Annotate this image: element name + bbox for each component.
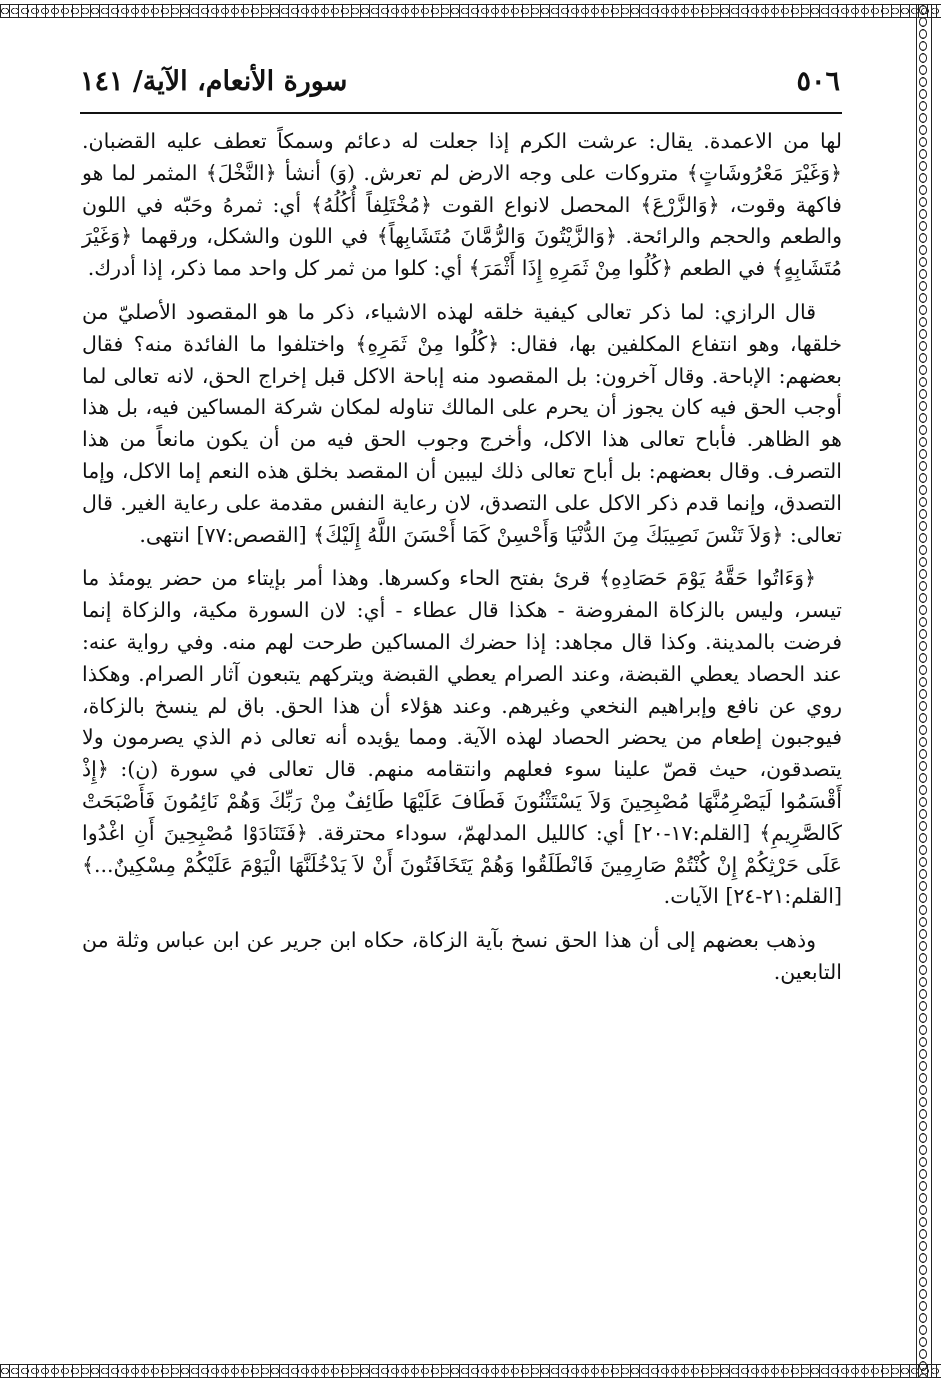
paragraph-3: ﴿وَءَاتُوا حَقَّهُ يَوْمَ حَصَادِهِ﴾ قرئ بفتح الحاء وكسرها. وهذا أمر بإيتاء من حضر يومئذ ما تيسر، وليس بالزكاة المفروضة - هكذا قال عطاء - أي: لان السورة مكية، والزكاة إنما فرضت بالمدينة. وكذا قال مجاهد: إذا حضرك المساكين طرحت لهم منه. وفي رواية عنه: عند الحصاد يعطي القبضة، وعند الصرام يعطي القبضة ويتركهم يتبعون آثار الصرام. وهكذا روي عن نافع وإبراهيم النخعي وغيرهم. وعند هؤلاء أن هذا الحق. باق لم ينسخ بالزكاة، فيوجبون إطعام من يحضر الحصاد لهذه الآية. ومما يؤيده أنه تعالى ذم الذي يصرمون ولا يتصدقون، حيث قصّ علينا سوء فعلهم وانتقامه منهم. قال تعالى في سورة (ن): ﴿إِذْ أَقْسَمُوا لَيَصْرِمُنَّهَا مُصْبِحِينَ وَلاَ يَسْتَثْنُونَ فَطَافَ عَلَيْهَا طَائِفٌ مِنْ رَبِّكَ وَهُمْ نَائِمُونَ فَأَصْبَحَتْ كَالصَّرِيمِ﴾ [القلم:١٧-٢٠] أي: كالليل المدلهمّ، سوداء محترقة. ﴿فَتَنَادَوْا مُصْبِحِينَ أَنِ اغْدُوا عَلَى حَرْثِكُمْ إِنْ كُنْتُمْ صَارِمِينَ فَانْطَلَقُوا وَهُمْ يَتَخَافَتُونَ أَنْ لاَ يَدْخُلَنَّهَا الْيَوْمَ عَلَيْكُمْ مِسْكِينٌ...﴾ [القلم:٢١-٢٤] الآيات. [82,566,842,909]
decorative-border-top [0,4,941,18]
paragraph-4: وذهب بعضهم إلى أن هذا الحق نسخ بآية الزكاة، حكاه ابن جرير عن ابن عباس وثلة من التابعين. [82,928,842,984]
page-header [80,60,840,108]
decorative-border-bottom [0,1364,941,1378]
paragraph-1: لها من الاعمدة. يقال: عرشت الكرم إذا جعلت له دعائم وسمكاً تعطف عليه القضبان. ﴿وَغَيْرَ مَعْرُوشَاتٍ﴾ متروكات على وجه الارض لم تعرش. (وَ) أنشأ ﴿النَّخْلَ﴾ المثمر لما هو فاكهة وقوت، ﴿وَالزَّرْعَ﴾ المحصل لانواع القوت ﴿مُخْتَلِفاً أُكُلُهُ﴾ أي: ثمرهُ وحَبّه في اللون والطعم والحجم والرائحة. ﴿وَالزَّيْتُونَ وَالرُّمَّانَ مُتَشَابِهاً﴾ في اللون والشكل، ورقهما ﴿وَغَيْرَ مُتَشَابِهٍ﴾ في الطعم ﴿كُلُوا مِنْ ثَمَرِهِ إِذَا أَثْمَرَ﴾ أي: كلوا من ثمر كل واحد مما ذكر، إذا أدرك. [82,129,842,281]
header-rule [80,112,842,114]
page-number: ٥٠٦ [796,66,840,97]
decorative-border-right [916,4,932,1378]
paragraph-2: قال الرازي: لما ذكر تعالى كيفية خلقه لهذه الاشياء، ذكر ما هو المقصود الأصليّ من خلقها، وهو انتفاع المكلفين بها، فقال: ﴿كُلُوا مِنْ ثَمَرِهِ﴾ واختلفوا ما الفائدة منه؟ فقال بعضهم: الإباحة. وقال آخرون: بل المقصود منه إباحة الاكل قبل إخراج الحق، لانه تعالى لما أوجب الحق فيه كان يجوز أن يحرم على المالك تناوله لمكان شركة المساكين فيه، بل هذا هو الظاهر. فأباح تعالى هذا الاكل، وأخرج وجوب الحق فيه من أن يكون مانعاً من هذا التصرف. وقال بعضهم: بل أباح تعالى ذلك ليبين أن المقصد بخلق هذه النعم إما الاكل، وإما التصدق، وإنما قدم ذكر الاكل على التصدق، لان رعاية النفس مقدمة على رعاية الغير. قال تعالى: ﴿وَلاَ تَنْسَ نَصِيبَكَ مِنَ الدُّنْيَا وَأَحْسِنْ كَمَا أَحْسَنَ اللَّهُ إِلَيْكَ﴾ [القصص:٧٧] انتهى. [82,299,842,547]
running-title: سورة الأنعام، الآية/ ١٤١ [80,66,348,97]
page-body [82,126,842,989]
